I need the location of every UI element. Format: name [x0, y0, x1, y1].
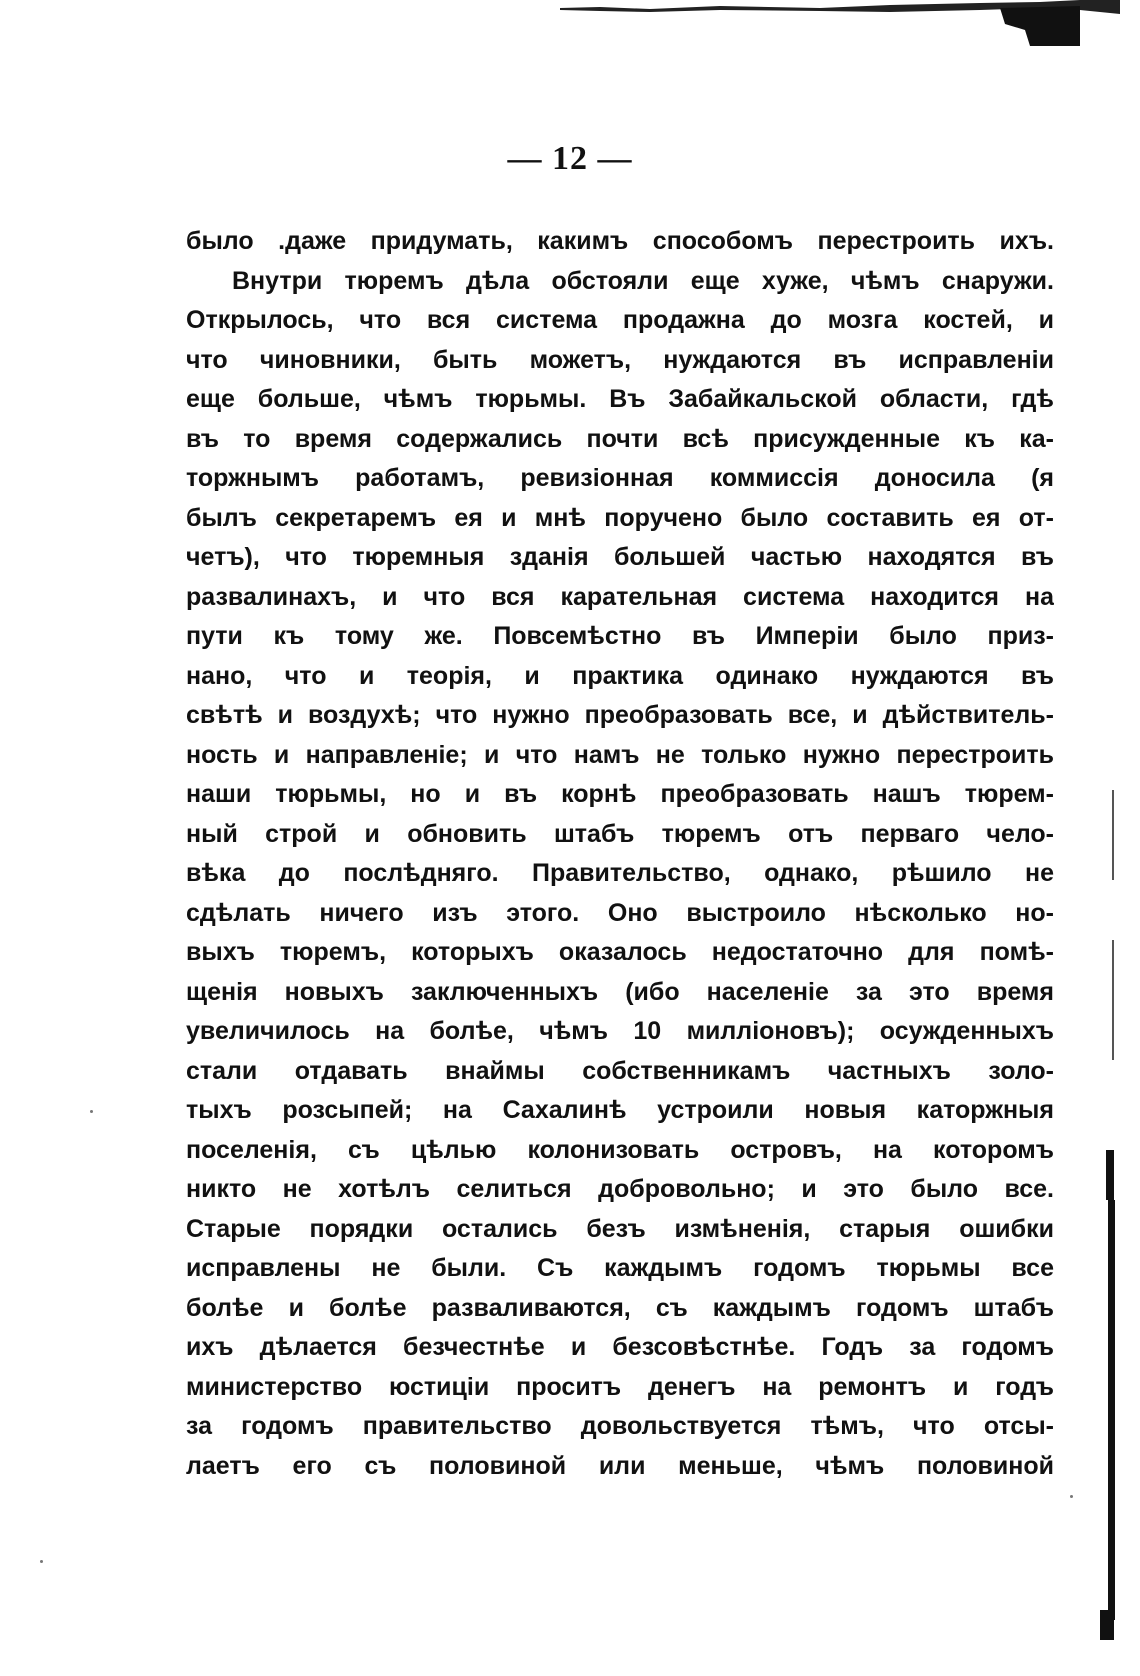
text-line: четъ), что тюремныя зданія большей частью находятся въ	[186, 543, 1054, 571]
text-line: Открылось, что вся система продажна до мозга костей, и	[186, 306, 1054, 334]
text-line: поселенія, съ цѣлью колонизовать островъ, на которомъ	[186, 1135, 1054, 1164]
page-number: — 12 —	[507, 140, 633, 177]
text-line: ихъ дѣлается безчестнѣе и безсовѣстнѣе. Годъ за годомъ	[186, 1333, 1054, 1361]
text-line: ный строй и обновить штабъ тюремъ отъ перваго чело-	[186, 819, 1054, 848]
margin-scan-bar	[1106, 1150, 1114, 1200]
text-line: сдѣлать ничего изъ этого. Оно выстроило нѣсколько но-	[186, 898, 1054, 927]
text-line: ность и направленіе; и что намъ не только нужно перестроить	[186, 740, 1054, 769]
text-line: нано, что и теорія, и практика одинако нуждаются въ	[186, 661, 1054, 690]
text-line: щенія новыхъ заключенныхъ (ибо населеніе за это время	[186, 977, 1054, 1006]
text-line: еще больше, чѣмъ тюрьмы. Въ Забайкальской области, гдѣ	[186, 385, 1054, 413]
text-line: выхъ тюремъ, которыхъ оказалось недостаточно для помѣ-	[186, 938, 1054, 966]
text-line: исправлены не были. Съ каждымъ годомъ тюрьмы все	[186, 1254, 1054, 1282]
text-line: пути къ тому же. Повсемѣстно въ Имперіи было приз-	[186, 622, 1054, 650]
dust-speck	[1070, 1495, 1073, 1498]
text-line: увеличилось на болѣе, чѣмъ 10 милліоновъ); осужденныхъ	[186, 1017, 1054, 1045]
text-line: болѣе и болѣе разваливаются, съ каждымъ годомъ штабъ	[186, 1293, 1054, 1322]
text-line: стали отдавать внаймы собственникамъ частныхъ золо-	[186, 1056, 1054, 1085]
margin-scan-bar	[1108, 1200, 1115, 1620]
text-line: было .даже придумать, какимъ способомъ перестроить ихъ.	[186, 227, 1054, 255]
text-line: за годомъ правительство довольствуется тѣмъ, что отсы-	[186, 1412, 1054, 1440]
text-line: тыхъ розсыпей; на Сахалинѣ устроили новыя каторжныя	[186, 1096, 1054, 1124]
dust-speck	[90, 1110, 93, 1113]
text-line: наши тюрьмы, но и въ корнѣ преобразовать нашъ тюрем-	[186, 780, 1054, 808]
text-line: Старые порядки остались безъ измѣненія, старыя ошибки	[186, 1214, 1054, 1243]
dust-speck	[40, 1560, 43, 1563]
text-line: министерство юстиціи проситъ денегъ на ремонтъ и годъ	[186, 1372, 1054, 1401]
margin-scan-bar	[1100, 1610, 1114, 1640]
text-line: развалинахъ, и что вся карательная система находится на	[186, 582, 1054, 611]
text-line: въ то время содержались почти всѣ присужденные къ ка-	[186, 424, 1054, 453]
text-line: былъ секретаремъ ея и мнѣ поручено было составить ея от-	[186, 503, 1054, 532]
margin-scan-line	[1112, 790, 1114, 880]
text-line: никто не хотѣлъ селиться добровольно; и это было все.	[186, 1175, 1054, 1203]
text-line: лаетъ его съ половиной или меньше, чѣмъ половиной	[186, 1451, 1054, 1480]
body-text	[186, 222, 1054, 1486]
text-line: Внутри тюремъ дѣла обстояли еще хуже, чѣмъ снаружи.	[232, 266, 1054, 295]
margin-scan-line	[1112, 940, 1114, 1060]
text-line: что чиновники, быть можетъ, нуждаются въ исправленіи	[186, 345, 1054, 374]
text-line: торжнымъ работамъ, ревизіонная коммиссія доносила (я	[186, 464, 1054, 492]
text-line: свѣтѣ и воздухѣ; что нужно преобразовать все, и дѣйствитель-	[186, 701, 1054, 729]
scan-edge-artifact	[560, 0, 1120, 50]
text-line: вѣка до послѣдняго. Правительство, однако, рѣшило не	[186, 859, 1054, 887]
